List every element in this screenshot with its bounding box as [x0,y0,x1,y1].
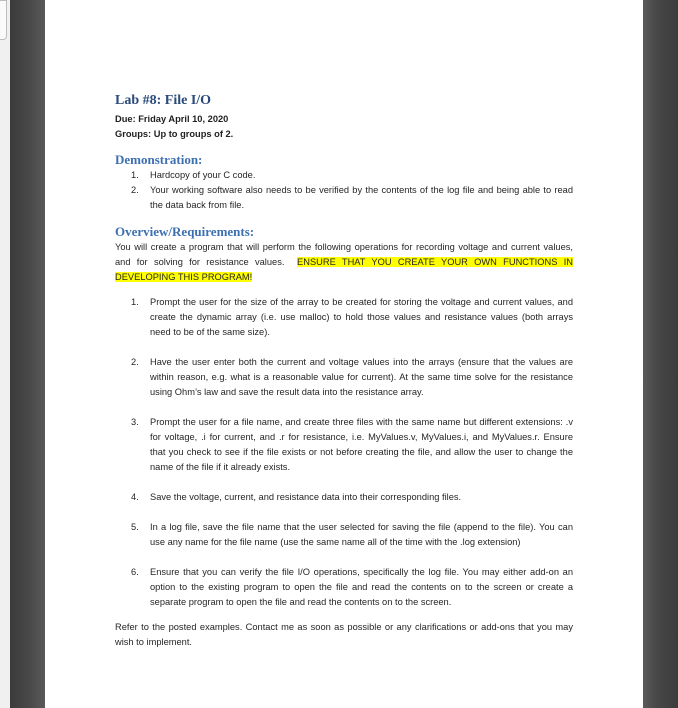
list-text: Prompt the user for a file name, and create three files with the same name but different extensions: .v for voltage, .i for current, and .r for resistance, i.e. MyValues.v, MyValues.i, and MyValues.r. Ensure that you check to see if the file exists or not before creating the file, and allow the user to change the name of the file if it already exists. [150,417,573,472]
overview-intro [115,240,573,285]
list-text: Have the user enter both the current and voltage values into the arrays (ensure that the values are within reason, e.g. what is a reasonable value for current). At the same time solve for the resistance using Ohm’s law and save the result data into the resistance array. [150,357,573,397]
list-number: 1. [131,170,139,180]
list-text: Prompt the user for the size of the array to be created for storing the voltage and current values, and create the dynamic array (i.e. use malloc) to hold those values and resistance values (both arrays need to be of the same size). [150,297,573,337]
list-number: 1. [131,297,139,307]
viewer-right-margin [643,0,678,708]
list-number: 6. [131,567,139,577]
list-item [115,168,573,183]
list-number: 2. [131,185,139,195]
list-item [115,355,573,400]
document-page [45,0,643,708]
list-item [115,490,573,505]
list-item [115,415,573,475]
highlighted-requirement: ENSURE THAT YOU CREATE YOUR OWN FUNCTIONS IN DEVELOPING THIS PROGRAM! [115,257,573,282]
document-content [115,92,573,650]
list-item [115,295,573,340]
demonstration-heading: Demonstration: [115,152,203,167]
viewer-left-margin [10,0,45,708]
closing-note: Refer to the posted examples. Contact me as soon as possible or any clarifications or add-ons that you may wish to implement. [115,622,573,647]
list-item [115,565,573,610]
list-item [115,520,573,550]
list-text: In a log file, save the file name that the user selected for saving the file (append to the file). You can use any name for the file name (use the same name all of the time with the .log extension) [150,522,573,547]
scroll-edge [0,0,10,708]
due-date: Due: Friday April 10, 2020 [115,114,229,124]
list-number: 2. [131,357,139,367]
list-text: Ensure that you can verify the file I/O operations, specifically the log file. You may either add-on an option to the existing program to open the file and read the contents on to the screen or create a separate program to open the file and read the contents on to the screen. [150,567,573,607]
group-size: Groups: Up to groups of 2. [115,129,234,139]
list-number: 3. [131,417,139,427]
intro-text: You will create a program that will perform the following operations for recording voltage and current values, and for solving for resistance values. [115,242,573,267]
requirements-list [115,295,573,610]
list-text: Save the voltage, current, and resistance data into their corresponding files. [150,492,462,502]
page-title: Lab #8: File I/O [115,93,212,108]
overview-heading: Overview/Requirements: [115,224,255,239]
list-item [115,183,573,213]
list-number: 5. [131,522,139,532]
list-number: 4. [131,492,139,502]
list-text: Hardcopy of your C code. [150,170,256,180]
scrollbar-thumb[interactable] [0,0,7,40]
demonstration-list [115,168,573,213]
list-text: Your working software also needs to be verified by the contents of the log file and being able to read the data back from file. [150,185,573,210]
